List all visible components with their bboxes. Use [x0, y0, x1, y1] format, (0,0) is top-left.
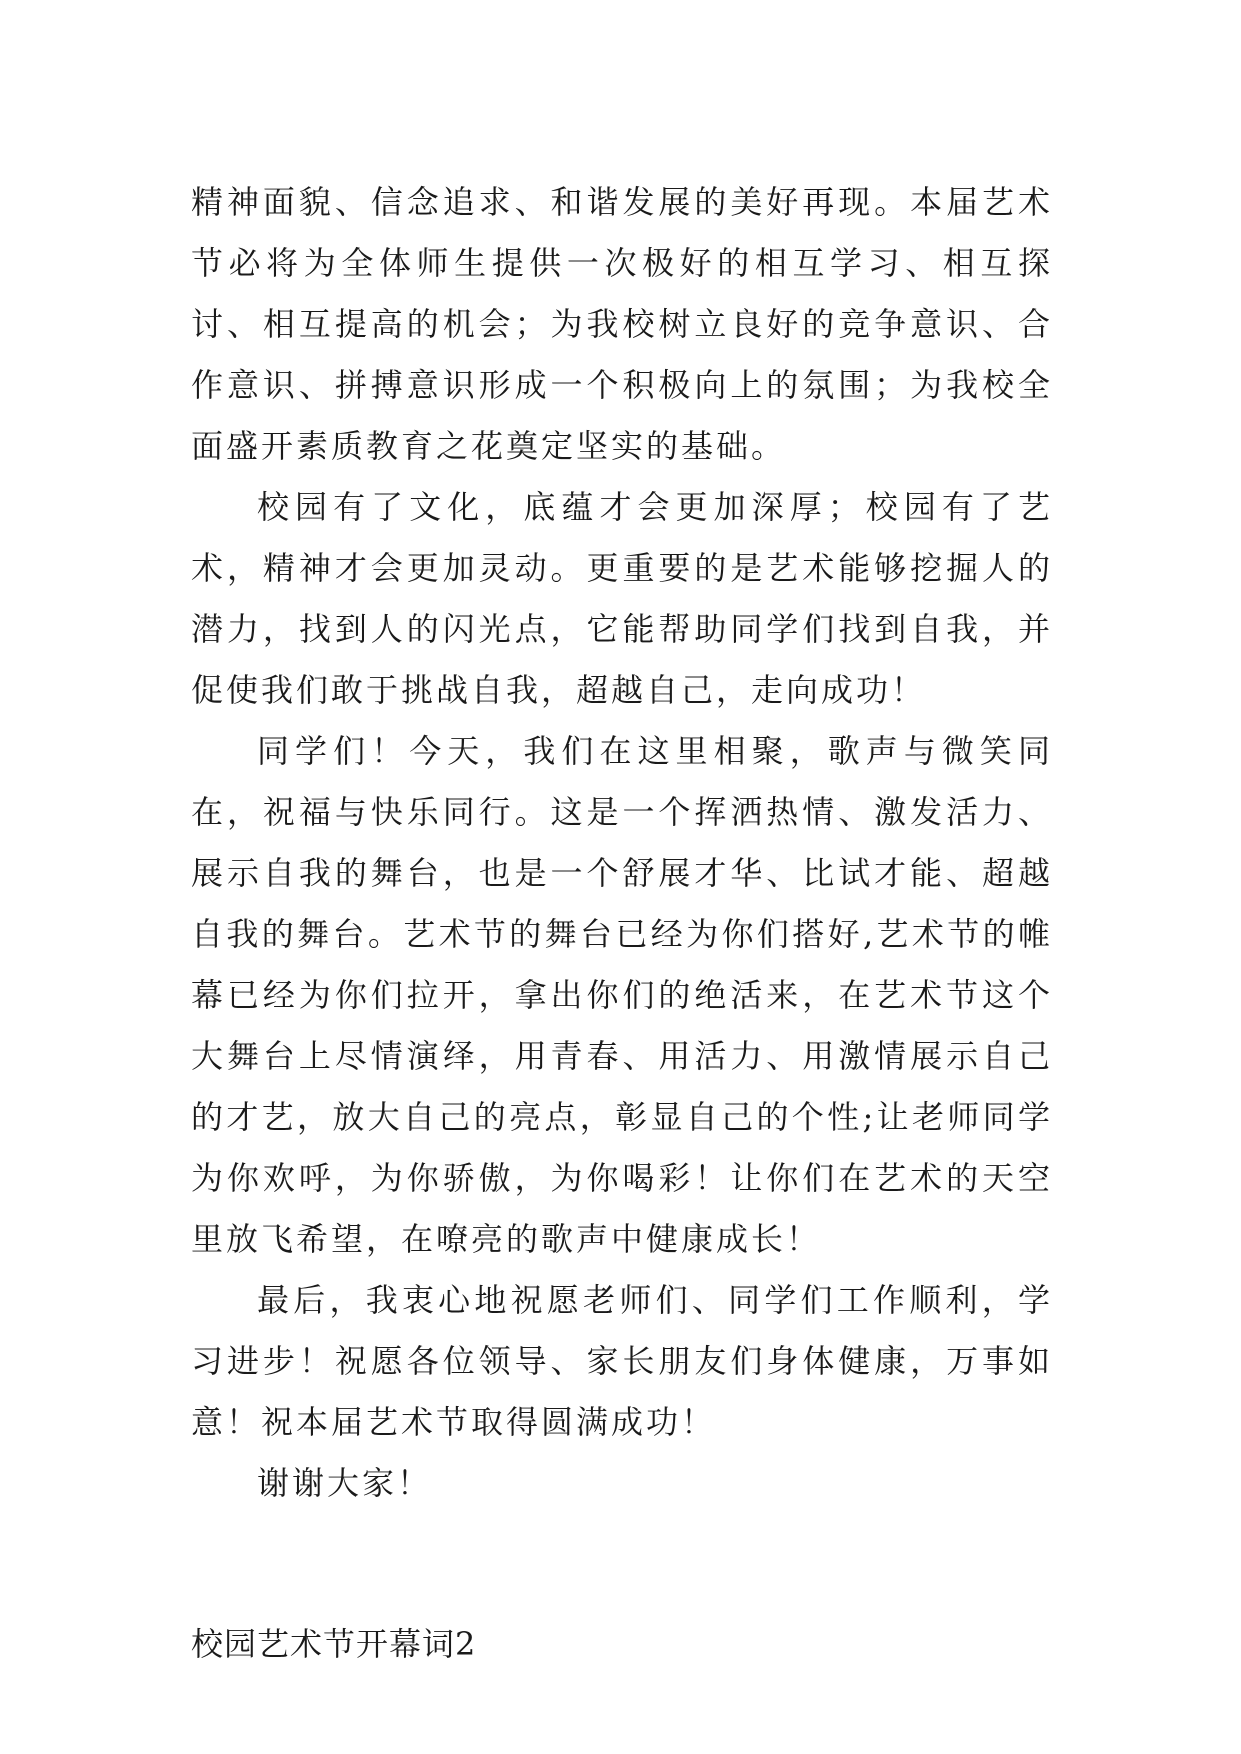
paragraph-closing-wishes: 最后，我衷心地祝愿老师们、同学们工作顺利，学习进步！祝愿各位领导、家长朋友们身体健康，万事如意！祝本届艺术节取得圆满成功！ — [191, 1281, 1053, 1441]
document-body — [191, 172, 1053, 1675]
paragraph-continuation: 精神面貌、信念追求、和谐发展的美好再现。本届艺术节必将为全体师生提供一次极好的相互学习、相互探讨、相互提高的机会；为我校树立良好的竞争意识、合作意识、拼搏意识形成一个积极向上的氛围；为我校全面盛开素质教育之花奠定坚实的基础。 — [191, 183, 1053, 465]
next-section-heading: 校园艺术节开幕词2 — [191, 1625, 477, 1663]
paragraph-thanks: 谢谢大家！ — [257, 1464, 433, 1502]
paragraph-students: 同学们！今天，我们在这里相聚，歌声与微笑同在，祝福与快乐同行。这是一个挥洒热情、激发活力、展示自我的舞台，也是一个舒展才华、比试才能、超越自我的舞台。艺术节的舞台已经为你们搭好,艺术节的帷幕已经为你们拉开，拿出你们的绝活来，在艺术节这个大舞台上尽情演绎，用青春、用活力、用激情展示自己的才艺，放大自己的亮点，彰显自己的个性;让老师同学为你欢呼，为你骄傲，为你喝彩！让你们在艺术的天空里放飞希望，在嘹亮的歌声中健康成长！ — [191, 732, 1053, 1258]
paragraph-culture-art: 校园有了文化，底蕴才会更加深厚；校园有了艺术，精神才会更加灵动。更重要的是艺术能够挖掘人的潜力，找到人的闪光点，它能帮助同学们找到自我，并促使我们敢于挑战自我，超越自己，走向成功！ — [191, 488, 1053, 709]
